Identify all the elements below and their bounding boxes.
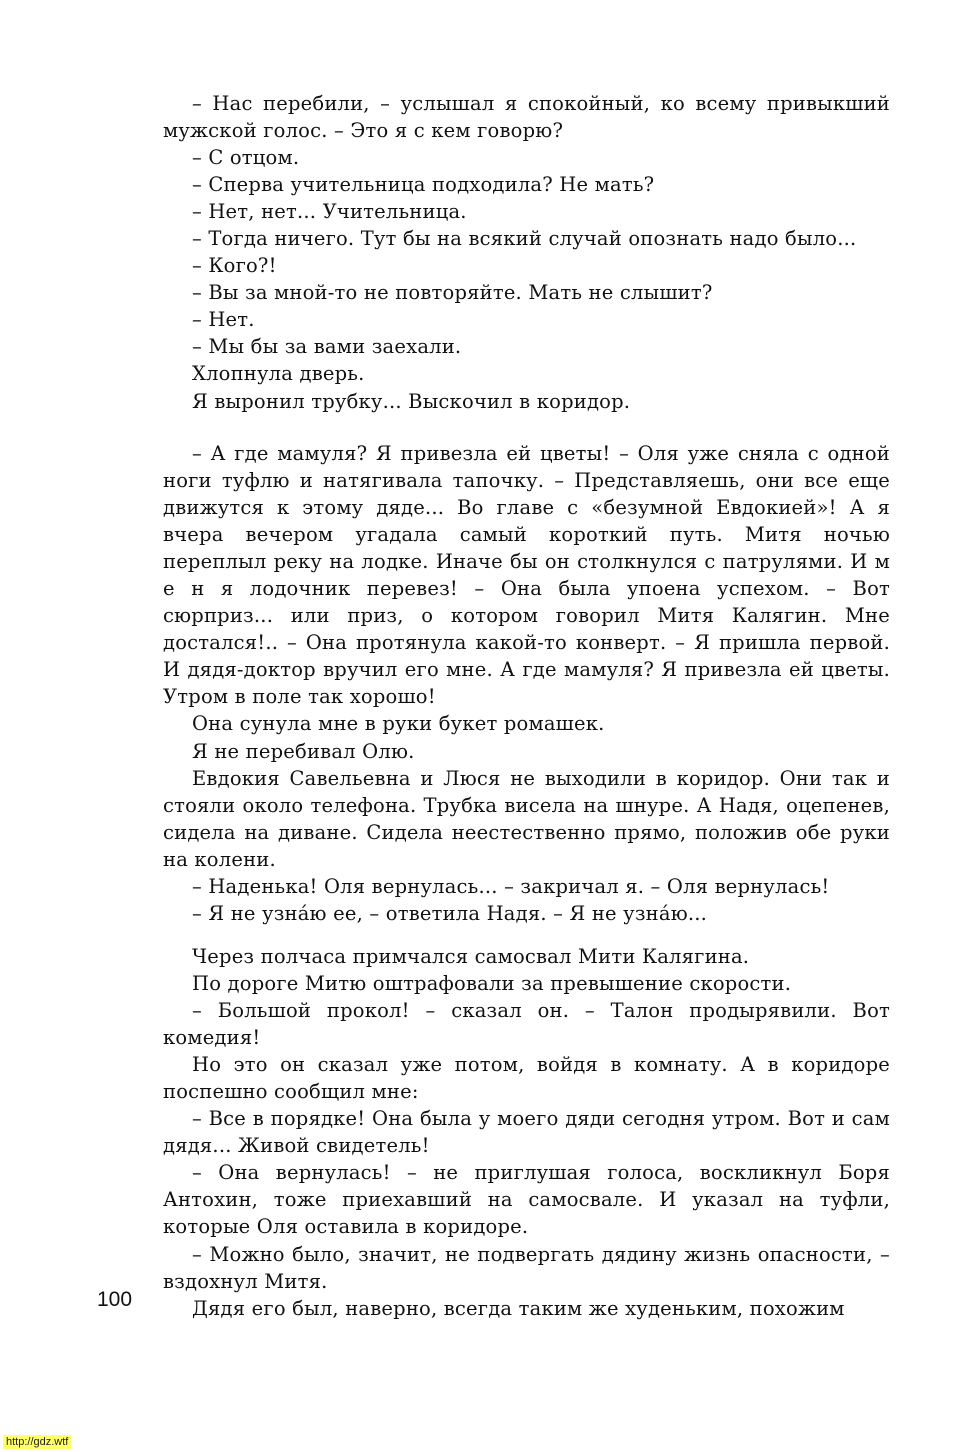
paragraph: По дороге Митю оштрафовали за превышение скорости.	[192, 972, 792, 996]
paragraph: Но это он сказал уже потом, войдя в комнату. А в коридоре поспешно сообщил мне:	[163, 1053, 890, 1104]
paragraph: – А где мамуля? Я привезла ей цветы! – Оля уже сняла с одной ноги туфлю и натягивала тапочку. – Представляешь, они все еще движутся к этому дяде... Во главе с «безумной Евдокией»! А я вчера вечером угадала самый короткий путь. Митя ночью переплыл реку на лодке. Иначе бы он столкнулся с патрулями. И м е н я лодочник перевез! – Она была упоена успехом. – Вот сюрприз... или приз, о котором говорил Митя Калягин. Мне достался!.. – Она протянула какой-то конверт. – Я пришла первой. И дядя-доктор вручил его мне. А где мамуля? Я привезла ей цветы. Утром в поле так хорошо!	[163, 442, 890, 709]
paragraph: – Нет.	[192, 308, 255, 332]
paragraph: – Сперва учительница подходила? Не мать?	[192, 173, 655, 197]
paragraph: – Нас перебили, – услышал я спокойный, ко всему привыкший мужской голос. – Это я с кем говорю?	[163, 92, 890, 143]
paragraph: – Тогда ничего. Тут бы на всякий случай опознать надо было...	[192, 227, 857, 251]
paragraph: – Вы за мной-то не повторяйте. Мать не слышит?	[192, 281, 713, 305]
paragraph: Через полчаса примчался самосвал Мити Калягина.	[192, 945, 750, 968]
paragraph: – Все в порядке! Она была у моего дяди сегодня утром. Вот и сам дядя... Живой свидетель!	[163, 1107, 890, 1158]
text-section-3	[163, 943, 890, 1322]
paragraph: – С отцом.	[192, 146, 300, 170]
paragraph: – Кого?!	[192, 254, 277, 278]
paragraph: Она сунула мне в руки букет ромашек.	[192, 712, 605, 736]
paragraph: – Она вернулась! – не приглушая голоса, воскликнул Боря Антохин, тоже приехавший на самосвале. И указал на туфли, которые Оля оставила в коридоре.	[163, 1161, 890, 1239]
paragraph: Я не перебивал Олю.	[192, 739, 415, 763]
paragraph: Хлопнула дверь.	[192, 362, 365, 386]
watermark-link[interactable]: http://gdz.wtf	[3, 1435, 71, 1449]
paragraph: – Наденька! Оля вернулась... – закричал я. – Оля вернулась!	[192, 874, 830, 898]
paragraph: – Большой прокол! – сказал он. – Талон продырявили. Вот комедия!	[163, 999, 890, 1050]
paragraph: – Можно было, значит, не подвергать дядину жизнь опасности, – вздохнул Митя.	[163, 1242, 890, 1293]
page-number: 100	[97, 1288, 133, 1311]
text-section-2	[163, 440, 890, 927]
paragraph: – Мы бы за вами заехали.	[192, 335, 462, 359]
paragraph: Евдокия Савельевна и Люся не выходили в коридор. Они так и стояли около телефона. Трубка висела на шнуре. А Надя, оцепенев, сидела на диване. Сидела неестественно прямо, положив обе руки на колени.	[163, 766, 890, 871]
paragraph: Дядя его был, наверно, всегда таким же худеньким, похожим	[192, 1296, 845, 1320]
paragraph: Я выронил трубку... Выскочил в коридор.	[192, 389, 631, 413]
paragraph: – Нет, нет... Учительница.	[192, 200, 467, 224]
paragraph: – Я не узна́ю ее, – ответила Надя. – Я не узна́ю...	[192, 901, 708, 925]
text-section-1	[163, 90, 890, 415]
